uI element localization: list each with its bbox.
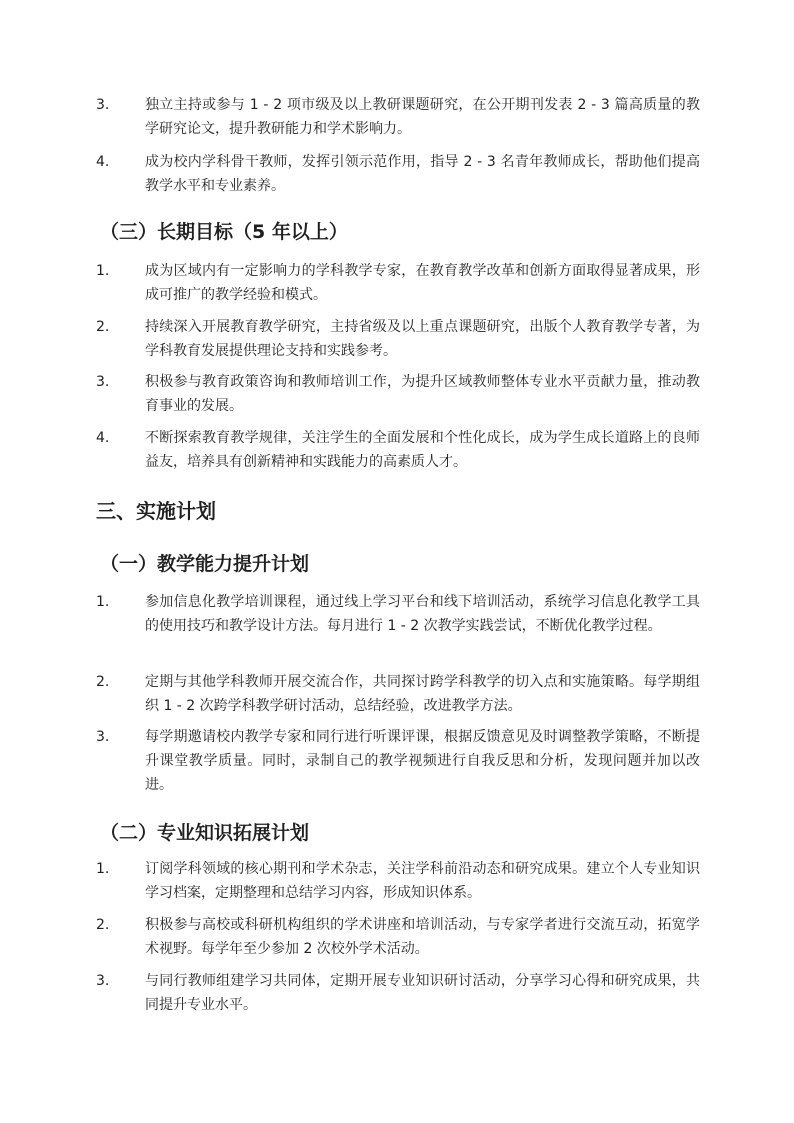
- list-text: 参加信息化教学培训课程，通过线上学习平台和线下培训活动，系统学习信息化教学工具的使用技巧和教学设计方法。每月进行 1 - 2 次教学实践尝试，不断优化教学过程。: [145, 594, 700, 634]
- list-number: 1.: [96, 263, 110, 279]
- list-number: 4.: [96, 154, 110, 170]
- heading-implementation-plan: 三、实施计划: [96, 499, 216, 523]
- list-text: 与同行教师组建学习共同体，定期开展专业知识研讨活动，分享学习心得和研究成果，共同提升专业水平。: [145, 973, 700, 1013]
- list-number: 1.: [96, 861, 110, 877]
- list-number: 3.: [96, 973, 110, 989]
- list-number: 2.: [96, 674, 110, 690]
- heading-knowledge-expansion: （二）专业知识拓展计划: [100, 822, 310, 844]
- list-number: 3.: [96, 374, 110, 390]
- list-number: 4.: [96, 430, 110, 446]
- list-text: 独立主持或参与 1 - 2 项市级及以上教研课题研究，在公开期刊发表 2 - 3 篇高质量的教学研究论文，提升教研能力和学术影响力。: [145, 97, 700, 137]
- list-number: 2.: [96, 917, 110, 933]
- list-number: 2.: [96, 319, 110, 335]
- list-text: 不断探索教育教学规律，关注学生的全面发展和个性化成长，成为学生成长道路上的良师益友，培养具有创新精神和实践能力的高素质人才。: [145, 430, 700, 470]
- list-number: 3.: [96, 97, 110, 113]
- list-number: 1.: [96, 594, 110, 610]
- list-text: 定期与其他学科教师开展交流合作，共同探讨跨学科教学的切入点和实施策略。每学期组织 1 - 2 次跨学科教学研讨活动，总结经验，改进教学方法。: [145, 674, 700, 714]
- list-text: 持续深入开展教育教学研究，主持省级及以上重点课题研究，出版个人教育教学专著，为学科教育发展提供理论支持和实践参考。: [145, 319, 700, 359]
- list-text: 积极参与高校或科研机构组织的学术讲座和培训活动，与专家学者进行交流互动，拓宽学术视野。每学年至少参加 2 次校外学术活动。: [145, 917, 700, 957]
- list-text: 每学期邀请校内教学专家和同行进行听课评课，根据反馈意见及时调整教学策略，不断提升课堂教学质量。同时，录制自己的教学视频进行自我反思和分析，发现问题并加以改进。: [145, 729, 700, 793]
- list-number: 3.: [96, 729, 110, 745]
- heading-long-term-goals: （三）长期目标（5 年以上）: [100, 221, 348, 243]
- list-text: 积极参与教育政策咨询和教师培训工作，为提升区域教师整体专业水平贡献力量，推动教育事业的发展。: [145, 374, 700, 414]
- list-text: 订阅学科领域的核心期刊和学术杂志，关注学科前沿动态和研究成果。建立个人专业知识学习档案，定期整理和总结学习内容，形成知识体系。: [145, 861, 700, 901]
- list-text: 成为校内学科骨干教师，发挥引领示范作用，指导 2 - 3 名青年教师成长，帮助他们提高教学水平和专业素养。: [145, 154, 700, 194]
- heading-teaching-ability: （一）教学能力提升计划: [100, 553, 310, 575]
- list-text: 成为区域内有一定影响力的学科教学专家，在教育教学改革和创新方面取得显著成果，形成可推广的教学经验和模式。: [145, 263, 700, 303]
